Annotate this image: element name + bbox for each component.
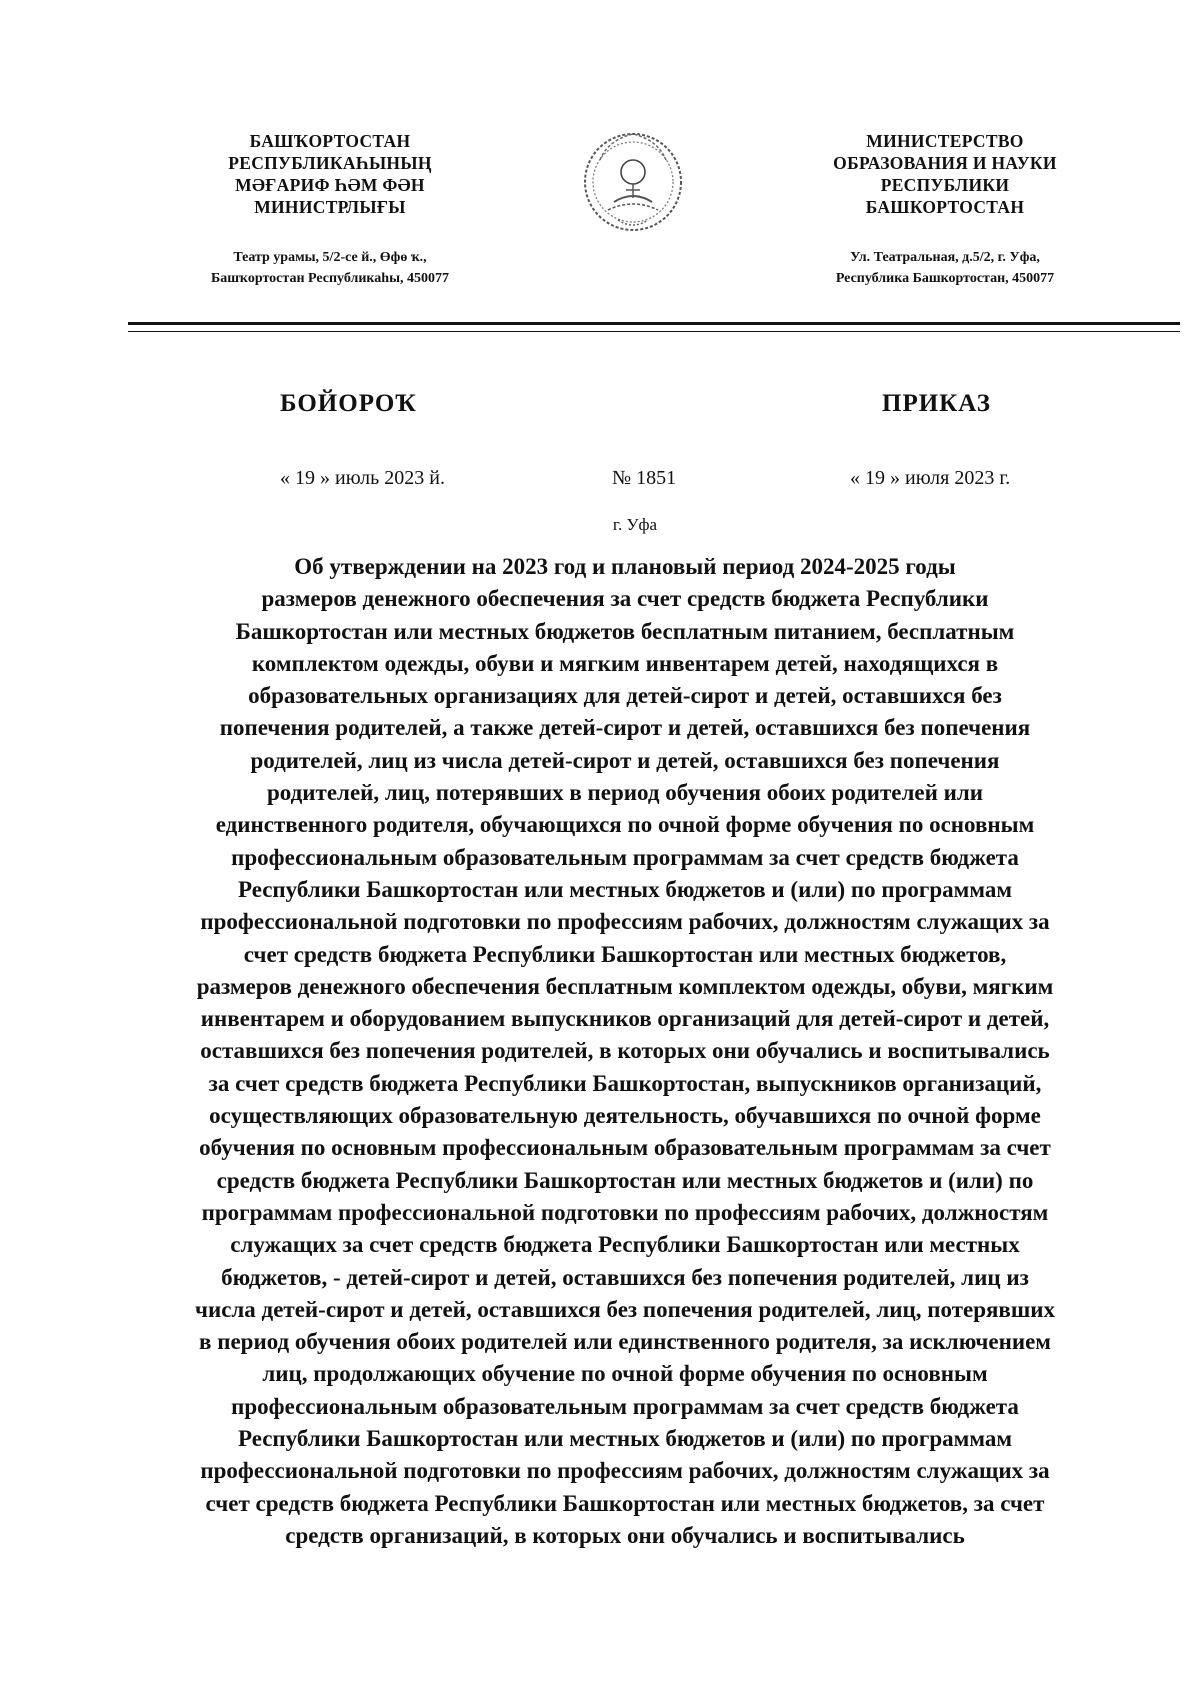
title-line: профессиональным образовательным программам за счет средств бюджета [231,1393,1019,1419]
title-line: за счет средств бюджета Республики Башкортостан, выпускников организаций, [208,1070,1042,1096]
address-line: Башҡортостан Республикаһы, 450077 [210,271,449,286]
title-line: образовательных организациях для детей-сирот и детей, оставшихся без [248,683,1002,709]
title-line: попечения родителей, а также детей-сирот и детей, оставшихся без попечения [219,715,1031,741]
title-line: оставшихся без попечения родителей, в которых они обучались и воспитывались [200,1038,1050,1064]
header-divider-thick [128,322,1180,325]
doc-title [120,551,1130,1552]
org-line: МИНИСТРЛЫҒЫ [254,197,406,217]
title-line: Республики Башкортостан или местных бюджетов и (или) по программам [237,876,1013,902]
org-line: РЕСПУБЛИКИ [880,175,1010,195]
title-line: профессиональной подготовки по профессиям рабочих, должностям служащих за [200,909,1050,935]
org-line: ОБРАЗОВАНИЯ И НАУКИ [833,153,1057,173]
address-bashkir [170,247,490,289]
doc-city: г. Уфа [612,515,658,534]
doc-number: № 1851 [612,467,677,489]
address-line: Республика Башкортостан, 450077 [835,271,1055,286]
address-line: Театр урамы, 5/2-се й., Өфө ҡ., [233,250,427,265]
address-russian [785,247,1105,289]
title-line: размеров денежного обеспечения бесплатным комплектом одежды, обуви, мягким [196,973,1054,999]
org-line: РЕСПУБЛИКАҺЫНЫҢ [228,153,432,173]
title-line: средств организаций, в которых они обучались и воспитывались [285,1522,965,1548]
title-line: родителей, лиц, потерявших в период обучения обоих родителей или [267,780,983,806]
title-line: профессиональной подготовки по профессиям рабочих, должностям служащих за [200,1458,1050,1484]
org-line: БАШКОРТОСТАН [865,197,1025,217]
address-line: Ул. Театральная, д.5/2, г. Уфа, [850,250,1040,265]
title-line: профессиональным образовательным программам за счет средств бюджета [231,844,1019,870]
title-line: Башкортостан или местных бюджетов бесплатным питанием, бесплатным [235,618,1015,644]
title-line: служащих за счет средств бюджета Республики Башкортостан или местных [230,1232,1020,1258]
doc-date-russian: « 19 » июля 2023 г. [850,467,1011,489]
bashkortostan-emblem-icon [578,120,688,240]
title-line: в период обучения обоих родителей или единственного родителя, за исключением [199,1329,1051,1355]
org-line: МИНИСТЕРСТВО [866,131,1024,151]
title-line: лиц, продолжающих обучение по очной форме обучения по основным [262,1361,988,1387]
title-line: Республики Башкортостан или местных бюджетов и (или) по программам [237,1426,1013,1452]
doc-kind-bashkir: БОЙОРОҠ [280,390,417,417]
title-line: числа детей-сирот и детей, оставшихся без попечения родителей, лиц, потерявших [194,1296,1056,1322]
doc-date-bashkir: « 19 » июль 2023 й. [280,467,445,489]
title-line: счет средств бюджета Республики Башкортостан или местных бюджетов, за счет [205,1490,1045,1516]
header-org-russian [800,130,1090,218]
org-line: МӘҒАРИФ ҺӘМ ФӘН [235,175,425,195]
title-line: осуществляющих образовательную деятельность, обучавшихся по очной форме [209,1103,1041,1129]
doc-kind-russian: ПРИКАЗ [882,390,991,417]
title-line: инвентарем и оборудованием выпускников организаций для детей-сирот и детей, [200,1006,1050,1032]
title-line: обучения по основным профессиональным образовательным программам за счет [199,1135,1051,1161]
title-line: бюджетов, - детей-сирот и детей, оставшихся без попечения родителей, лиц из [221,1264,1029,1290]
title-line: комплектом одежды, обуви и мягким инвентарем детей, находящихся в [251,650,999,676]
org-line: БАШҠОРТОСТАН [249,131,411,151]
title-line: счет средств бюджета Республики Башкортостан или местных бюджетов, [243,941,1007,967]
header-org-bashkir [185,130,475,218]
title-line: средств бюджета Республики Башкортостан или местных бюджетов и (или) по [216,1167,1034,1193]
title-line: родителей, лиц из числа детей-сирот и детей, оставшихся без попечения [250,747,1000,773]
title-line: размеров денежного обеспечения за счет средств бюджета Республики [261,586,989,612]
header-divider-thin [128,331,1180,332]
title-line: единственного родителя, обучающихся по очной форме обучения по основным [215,812,1035,838]
title-line: Об утверждении на 2023 год и плановый период 2024-2025 годы [294,554,956,579]
title-line: программам профессиональной подготовки по профессиям рабочих, должностям [201,1199,1049,1225]
